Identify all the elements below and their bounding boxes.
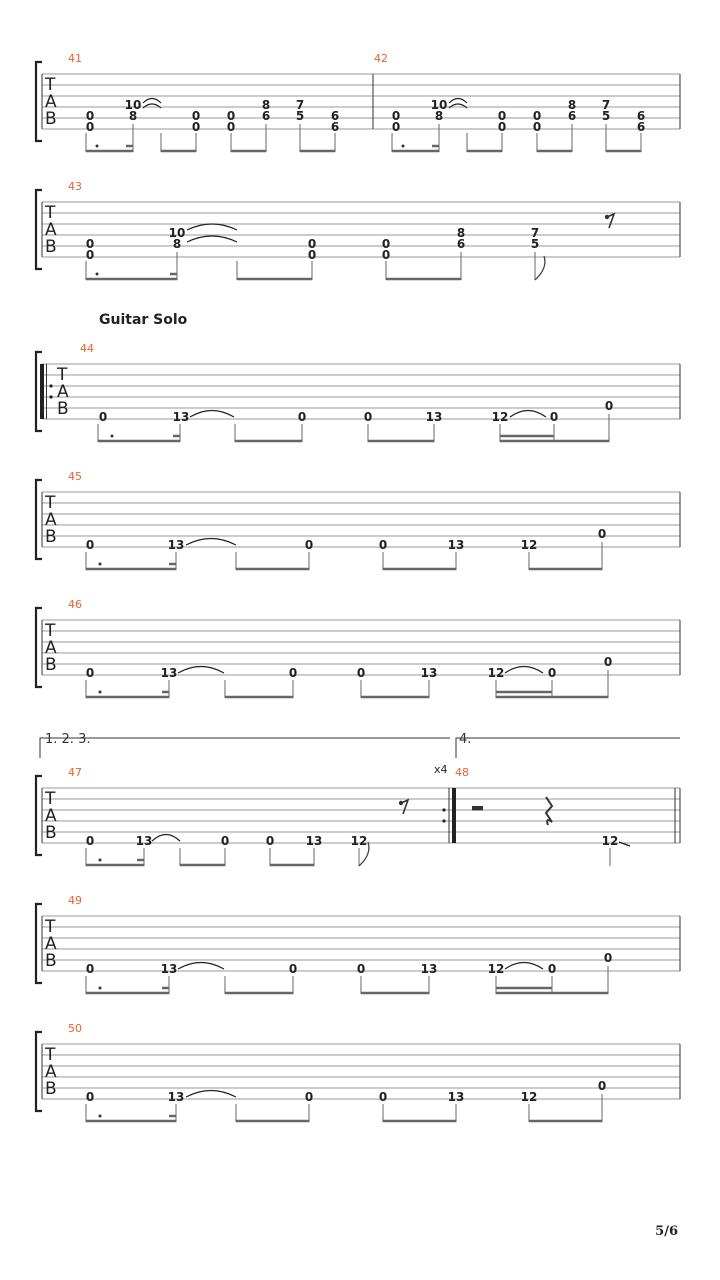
volta-label-2: 4. bbox=[459, 732, 472, 747]
svg-text:13: 13 bbox=[160, 666, 178, 680]
svg-text:B: B bbox=[45, 823, 57, 843]
tab-clef bbox=[44, 493, 57, 547]
svg-text:B: B bbox=[45, 655, 57, 675]
system-bracket bbox=[36, 190, 42, 269]
tab-clef bbox=[44, 75, 57, 129]
measure-number: 44 bbox=[80, 342, 94, 355]
svg-text:0: 0 bbox=[604, 399, 614, 413]
volta-brackets bbox=[40, 732, 680, 758]
system-bracket bbox=[36, 608, 42, 687]
tab-system-8 bbox=[36, 1022, 680, 1122]
half-rest bbox=[472, 806, 483, 811]
measure-number: 45 bbox=[68, 470, 82, 483]
tab-system-3 bbox=[36, 342, 680, 442]
svg-text:0: 0 bbox=[191, 120, 201, 134]
svg-text:13: 13 bbox=[420, 666, 438, 680]
repeat-count: x4 bbox=[434, 763, 448, 776]
svg-text:8: 8 bbox=[567, 98, 577, 112]
svg-text:T: T bbox=[45, 493, 56, 513]
svg-text:10: 10 bbox=[168, 226, 186, 240]
svg-text:7: 7 bbox=[530, 226, 540, 240]
svg-text:13: 13 bbox=[172, 410, 190, 424]
svg-text:T: T bbox=[45, 789, 56, 809]
svg-text:B: B bbox=[45, 527, 57, 547]
svg-text:12: 12 bbox=[520, 538, 538, 552]
svg-text:T: T bbox=[45, 621, 56, 641]
slur-mark bbox=[186, 539, 236, 546]
svg-text:7: 7 bbox=[601, 98, 611, 112]
svg-text:A: A bbox=[45, 1062, 57, 1082]
svg-text:B: B bbox=[45, 109, 57, 129]
svg-text:12: 12 bbox=[487, 962, 505, 976]
svg-text:0: 0 bbox=[497, 109, 507, 123]
svg-text:10: 10 bbox=[430, 98, 448, 112]
system-bracket bbox=[36, 480, 42, 559]
svg-text:0: 0 bbox=[597, 527, 607, 541]
svg-text:0: 0 bbox=[307, 237, 317, 251]
svg-text:0: 0 bbox=[288, 962, 298, 976]
svg-text:0: 0 bbox=[378, 1090, 388, 1104]
svg-text:13: 13 bbox=[305, 834, 323, 848]
svg-text:0: 0 bbox=[85, 834, 95, 848]
svg-text:6: 6 bbox=[330, 120, 340, 134]
svg-text:6: 6 bbox=[636, 109, 646, 123]
svg-text:13: 13 bbox=[135, 834, 153, 848]
tab-clef bbox=[44, 203, 57, 257]
svg-text:0: 0 bbox=[304, 538, 314, 552]
svg-text:12: 12 bbox=[520, 1090, 538, 1104]
svg-text:5: 5 bbox=[295, 109, 305, 123]
svg-text:8: 8 bbox=[172, 237, 182, 251]
svg-text:T: T bbox=[57, 365, 68, 385]
fret-numbers bbox=[86, 834, 619, 848]
svg-text:A: A bbox=[45, 806, 57, 826]
svg-text:0: 0 bbox=[497, 120, 507, 134]
volta-label-1: 1. 2. 3. bbox=[45, 732, 91, 747]
tab-clef bbox=[44, 621, 57, 675]
svg-text:13: 13 bbox=[160, 962, 178, 976]
tab-system-2 bbox=[36, 180, 680, 280]
svg-text:T: T bbox=[45, 917, 56, 937]
measure-number: 46 bbox=[68, 598, 82, 611]
repeat-end-barline bbox=[442, 788, 456, 843]
svg-text:A: A bbox=[45, 220, 57, 240]
eighth-rest bbox=[605, 214, 614, 228]
svg-text:13: 13 bbox=[420, 962, 438, 976]
svg-text:5: 5 bbox=[601, 109, 611, 123]
svg-text:13: 13 bbox=[425, 410, 443, 424]
tab-system-6 bbox=[36, 763, 680, 866]
svg-text:0: 0 bbox=[85, 109, 95, 123]
section-label: Guitar Solo bbox=[99, 312, 188, 328]
tab-system-4 bbox=[36, 470, 680, 570]
system-bracket bbox=[36, 776, 42, 855]
svg-text:0: 0 bbox=[220, 834, 230, 848]
svg-text:0: 0 bbox=[378, 538, 388, 552]
svg-text:0: 0 bbox=[356, 666, 366, 680]
svg-text:13: 13 bbox=[447, 1090, 465, 1104]
svg-text:0: 0 bbox=[85, 962, 95, 976]
svg-text:B: B bbox=[45, 951, 57, 971]
svg-text:0: 0 bbox=[363, 410, 373, 424]
tab-system-5 bbox=[36, 598, 680, 698]
tab-clef bbox=[44, 1045, 57, 1099]
svg-text:10: 10 bbox=[124, 98, 142, 112]
svg-text:6: 6 bbox=[330, 109, 340, 123]
svg-text:0: 0 bbox=[304, 1090, 314, 1104]
svg-text:0: 0 bbox=[391, 109, 401, 123]
slur-mark bbox=[152, 835, 180, 842]
svg-text:0: 0 bbox=[597, 1079, 607, 1093]
svg-text:0: 0 bbox=[85, 1090, 95, 1104]
repeat-start-barline bbox=[40, 364, 53, 419]
svg-text:0: 0 bbox=[85, 248, 95, 262]
svg-text:0: 0 bbox=[226, 120, 236, 134]
tab-clef bbox=[44, 917, 57, 971]
measure-number: 48 bbox=[455, 766, 469, 779]
measure-number: 43 bbox=[68, 180, 82, 193]
svg-text:12: 12 bbox=[487, 666, 505, 680]
measure-number: 50 bbox=[68, 1022, 82, 1035]
svg-text:0: 0 bbox=[356, 962, 366, 976]
measure-number: 41 bbox=[68, 52, 82, 65]
svg-text:12: 12 bbox=[491, 410, 509, 424]
svg-text:0: 0 bbox=[547, 666, 557, 680]
rhythm-beams bbox=[86, 124, 641, 152]
tab-system-1 bbox=[36, 52, 680, 152]
tab-clef bbox=[44, 789, 57, 843]
svg-text:0: 0 bbox=[381, 248, 391, 262]
svg-text:A: A bbox=[45, 638, 57, 658]
svg-text:B: B bbox=[45, 237, 57, 257]
svg-text:0: 0 bbox=[603, 951, 613, 965]
measure-number: 42 bbox=[374, 52, 388, 65]
quarter-rest bbox=[546, 797, 552, 825]
slur-marks bbox=[187, 224, 237, 242]
svg-text:6: 6 bbox=[456, 237, 466, 251]
svg-text:T: T bbox=[45, 1045, 56, 1065]
svg-text:13: 13 bbox=[167, 538, 185, 552]
svg-text:0: 0 bbox=[191, 109, 201, 123]
svg-text:0: 0 bbox=[297, 410, 307, 424]
system-bracket bbox=[36, 1032, 42, 1111]
svg-text:0: 0 bbox=[265, 834, 275, 848]
final-barline bbox=[675, 788, 680, 843]
svg-text:T: T bbox=[45, 203, 56, 223]
svg-text:8: 8 bbox=[456, 226, 466, 240]
svg-text:7: 7 bbox=[295, 98, 305, 112]
svg-text:12: 12 bbox=[350, 834, 368, 848]
system-bracket bbox=[36, 62, 42, 141]
svg-text:0: 0 bbox=[532, 109, 542, 123]
tab-clef bbox=[56, 365, 69, 419]
svg-text:T: T bbox=[45, 75, 56, 95]
svg-text:0: 0 bbox=[85, 538, 95, 552]
fret-numbers bbox=[86, 1079, 606, 1104]
eighth-rest bbox=[399, 800, 408, 814]
svg-text:13: 13 bbox=[447, 538, 465, 552]
svg-text:0: 0 bbox=[532, 120, 542, 134]
svg-text:0: 0 bbox=[381, 237, 391, 251]
svg-text:A: A bbox=[45, 510, 57, 530]
svg-text:0: 0 bbox=[307, 248, 317, 262]
fret-numbers bbox=[86, 527, 606, 552]
svg-text:6: 6 bbox=[261, 109, 271, 123]
svg-text:5: 5 bbox=[530, 237, 540, 251]
svg-text:8: 8 bbox=[128, 109, 138, 123]
svg-text:13: 13 bbox=[167, 1090, 185, 1104]
slur-mark bbox=[186, 1091, 236, 1098]
measure-number: 47 bbox=[68, 766, 82, 779]
svg-text:0: 0 bbox=[547, 962, 557, 976]
svg-text:B: B bbox=[45, 1079, 57, 1099]
svg-text:0: 0 bbox=[85, 666, 95, 680]
svg-text:8: 8 bbox=[261, 98, 271, 112]
page-number: 5/6 bbox=[655, 1224, 678, 1239]
system-bracket bbox=[36, 904, 42, 983]
svg-text:0: 0 bbox=[549, 410, 559, 424]
svg-text:0: 0 bbox=[85, 237, 95, 251]
svg-text:0: 0 bbox=[603, 655, 613, 669]
rhythm-beams bbox=[86, 842, 610, 866]
svg-text:12: 12 bbox=[601, 834, 619, 848]
svg-text:8: 8 bbox=[434, 109, 444, 123]
svg-text:0: 0 bbox=[98, 410, 108, 424]
svg-text:A: A bbox=[45, 934, 57, 954]
tab-system-7 bbox=[36, 894, 680, 994]
svg-text:B: B bbox=[57, 399, 69, 419]
svg-text:6: 6 bbox=[567, 109, 577, 123]
svg-text:0: 0 bbox=[85, 120, 95, 134]
svg-text:0: 0 bbox=[288, 666, 298, 680]
svg-text:A: A bbox=[45, 92, 57, 112]
svg-text:0: 0 bbox=[391, 120, 401, 134]
svg-text:0: 0 bbox=[226, 109, 236, 123]
svg-text:6: 6 bbox=[636, 120, 646, 134]
svg-text:A: A bbox=[57, 382, 69, 402]
measure-number: 49 bbox=[68, 894, 82, 907]
